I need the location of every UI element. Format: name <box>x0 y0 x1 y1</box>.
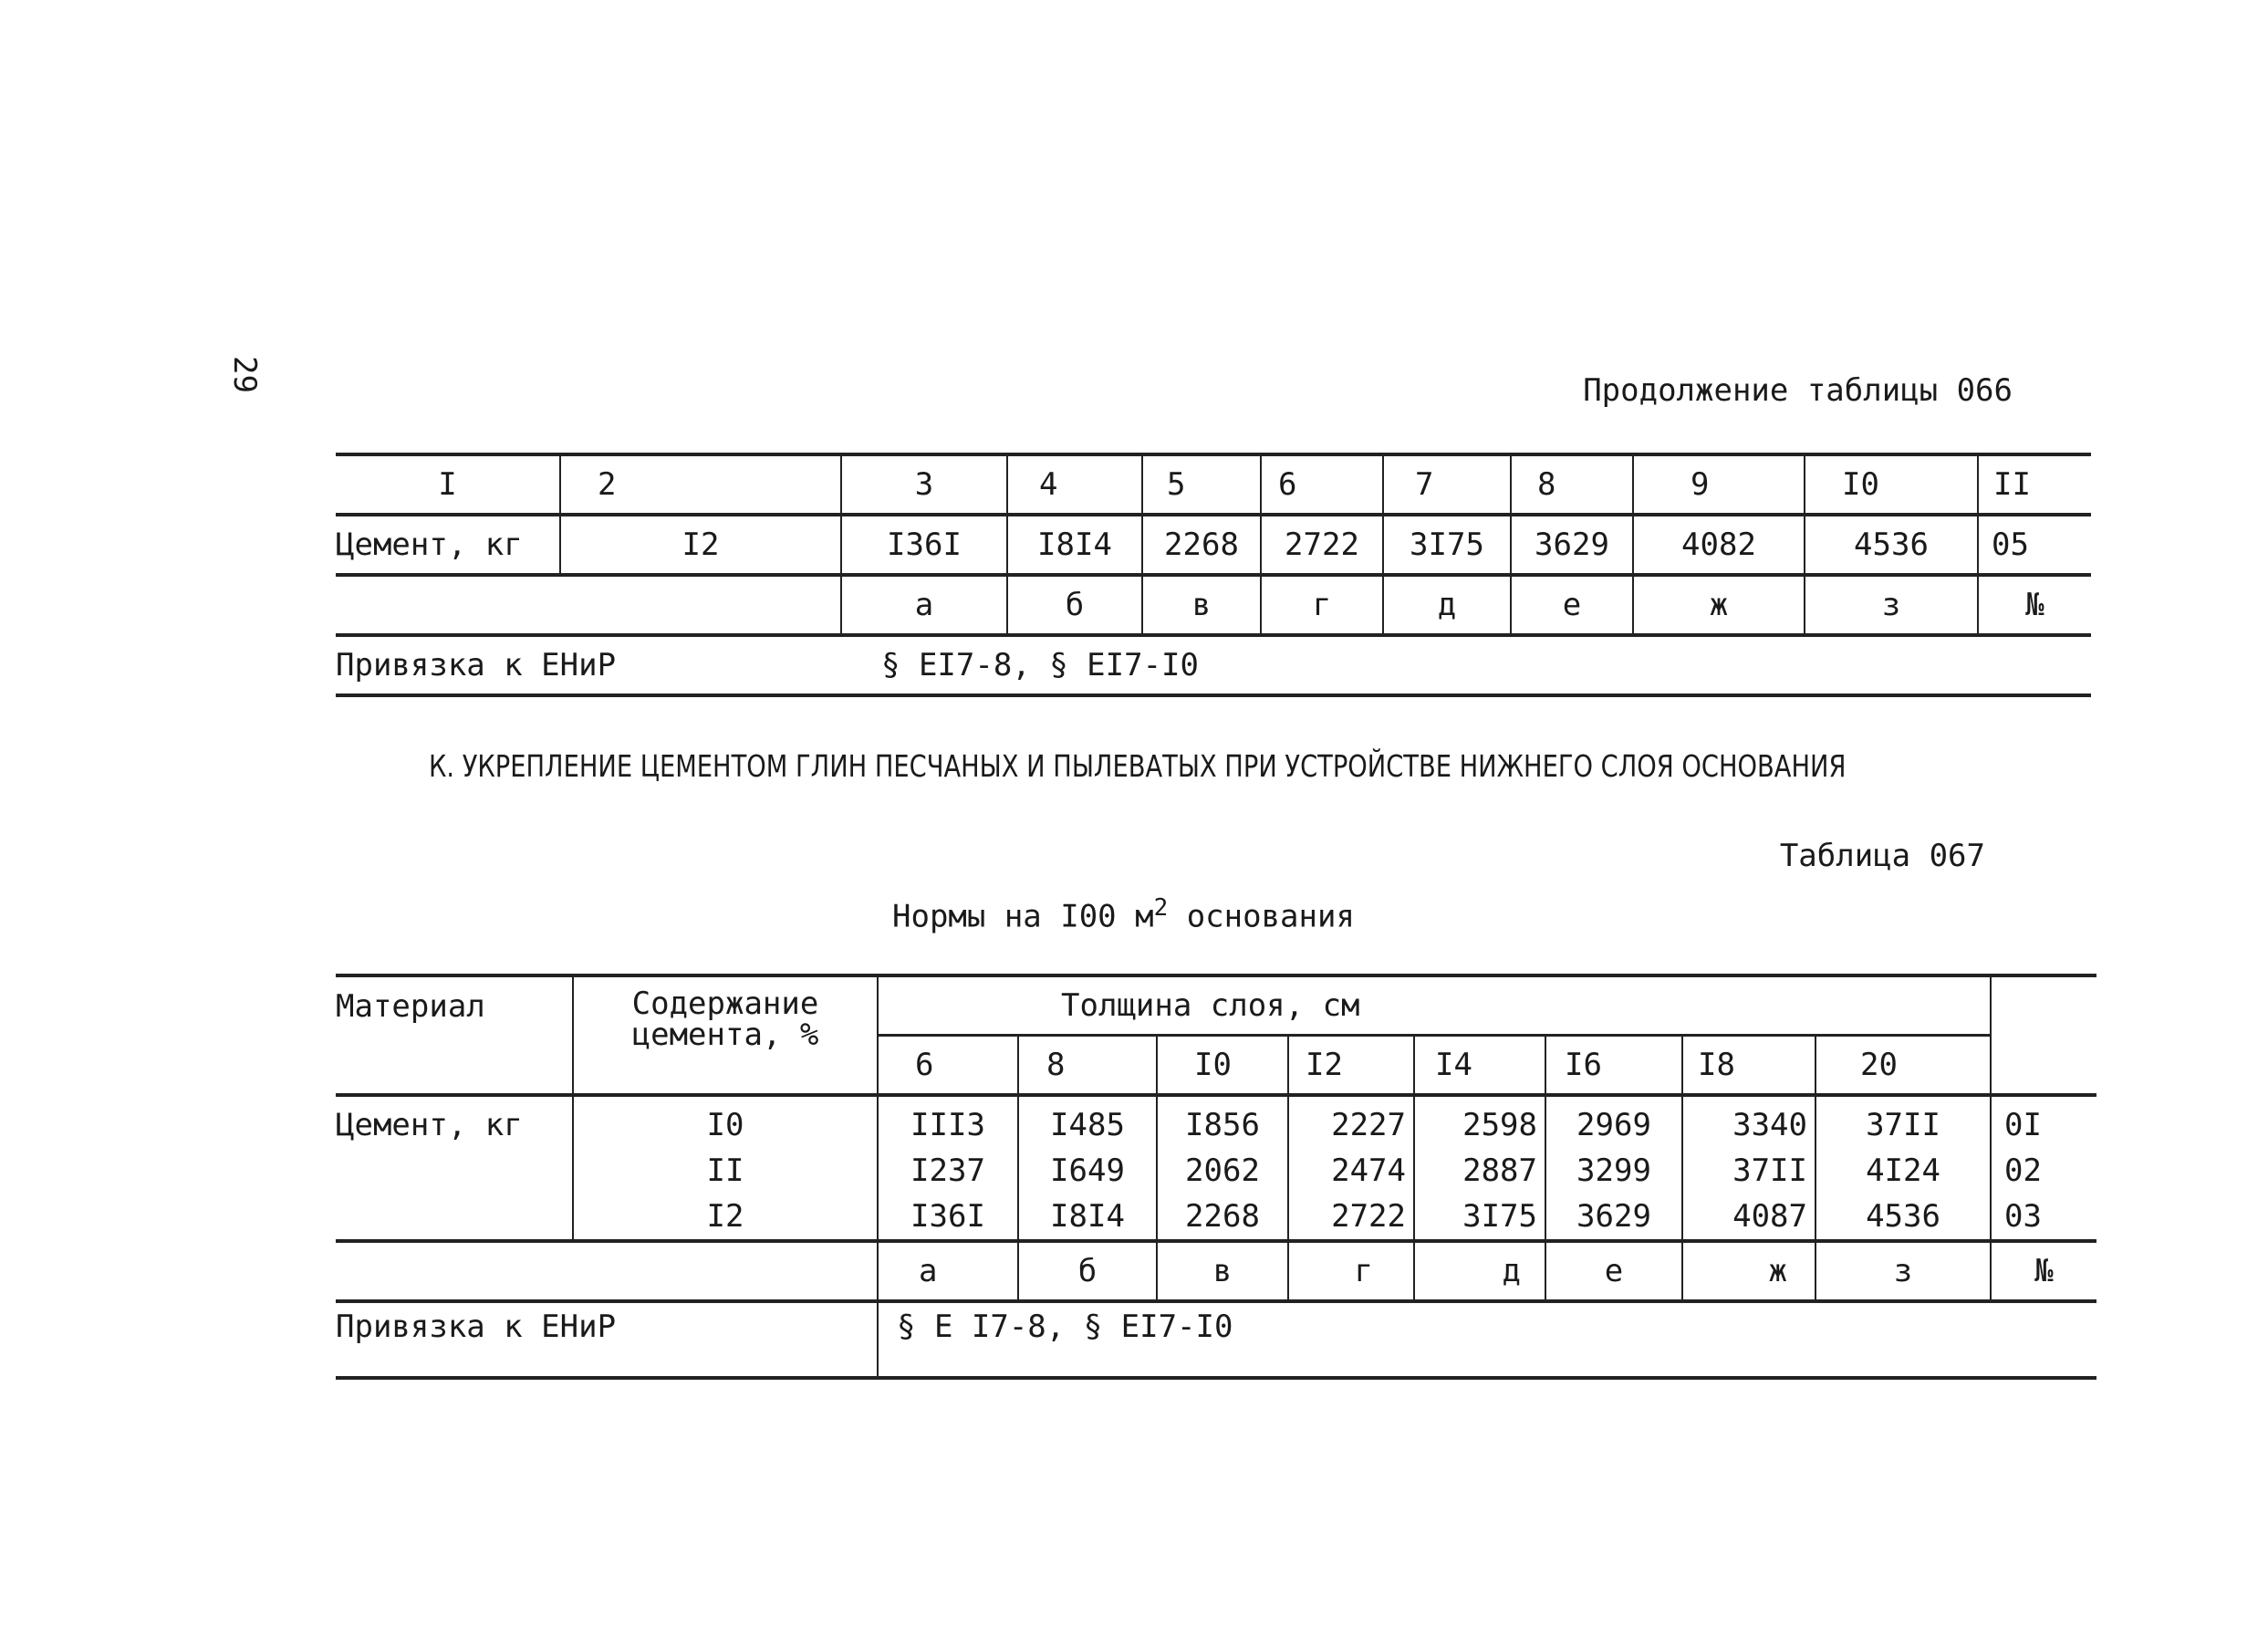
column-letter: д <box>1383 575 1511 635</box>
table-cell: 3299 <box>1576 1152 1651 1189</box>
column-letter: г <box>1261 575 1383 635</box>
column-letter: г <box>1288 1241 1414 1301</box>
thickness-value: 8 <box>1018 1036 1157 1096</box>
link-label: Привязка к ЕНиР <box>336 635 841 695</box>
table-067-cement-rows <box>336 1095 2096 1241</box>
col-header: II <box>1978 454 2091 515</box>
thickness-value: I2 <box>1288 1036 1414 1096</box>
table-cell: III3 <box>910 1107 985 1143</box>
header-content-line2: цемента, % <box>631 1017 819 1053</box>
value-column <box>1157 1095 1288 1241</box>
header-material: Материал <box>336 975 573 1095</box>
empty-cell <box>336 1241 878 1301</box>
content-values <box>573 1095 878 1241</box>
col-header: 9 <box>1633 454 1805 515</box>
thickness-value: 6 <box>878 1036 1018 1096</box>
column-letter: в <box>1142 575 1261 635</box>
col-header: I0 <box>1805 454 1978 515</box>
table-067-link-row <box>336 1301 2096 1378</box>
col-header: 3 <box>841 454 1007 515</box>
header-content <box>573 975 878 1095</box>
table-cell: 2598 <box>1462 1107 1537 1143</box>
header-thickness: Толщина слоя, см <box>878 975 1991 1036</box>
table-cell: 2227 <box>1331 1107 1406 1143</box>
table-066 <box>336 453 2091 697</box>
table-cell: 3340 <box>1732 1107 1807 1143</box>
table-cell: 2722 <box>1331 1198 1406 1235</box>
norms-caption <box>892 894 1355 934</box>
table-cell: 3I75 <box>1462 1198 1537 1235</box>
continuation-title: Продолжение таблицы 066 <box>1583 372 2013 409</box>
code-column <box>1991 1095 2096 1241</box>
number-sign: № <box>1978 575 2091 635</box>
value-column <box>878 1095 1018 1241</box>
column-letter: а <box>841 575 1007 635</box>
table-cell: 4536 <box>1866 1198 1940 1235</box>
table-cell: 2062 <box>1185 1152 1260 1189</box>
empty-cell <box>1991 975 2096 1095</box>
value-column <box>1018 1095 1157 1241</box>
col-header: 7 <box>1383 454 1511 515</box>
column-letter: е <box>1511 575 1633 635</box>
norms-caption-sup: 2 <box>1153 894 1169 922</box>
table-cell: I485 <box>1050 1107 1125 1143</box>
value-column <box>1815 1095 1991 1241</box>
thickness-value: 20 <box>1815 1036 1991 1096</box>
row-label: Цемент, кг <box>336 515 560 575</box>
table-066-header-row <box>336 454 2091 515</box>
column-letter: з <box>1805 575 1978 635</box>
table-cell: 4I24 <box>1866 1152 1940 1189</box>
column-letter: з <box>1815 1241 1991 1301</box>
link-value: § Е I7-8, § ЕI7-I0 <box>878 1301 2096 1378</box>
table-cell: I36I <box>841 515 1007 575</box>
table-cell: 2268 <box>1142 515 1261 575</box>
table-cell: I36I <box>910 1198 985 1235</box>
column-letter: б <box>1007 575 1142 635</box>
row-code: 02 <box>2004 1152 2042 1189</box>
table-cell: I8I4 <box>1050 1198 1125 1235</box>
table-cell: 37II <box>1866 1107 1940 1143</box>
value-column <box>1288 1095 1414 1241</box>
content-value: I0 <box>706 1107 744 1143</box>
table-066-letters-row <box>336 575 2091 635</box>
col-header: 6 <box>1261 454 1383 515</box>
column-letter: ж <box>1633 575 1805 635</box>
thickness-value: I0 <box>1157 1036 1288 1096</box>
table-cell: I8I4 <box>1007 515 1142 575</box>
table-cell: 4536 <box>1805 515 1978 575</box>
col-header: 4 <box>1007 454 1142 515</box>
thickness-value: I6 <box>1545 1036 1682 1096</box>
row-code: 03 <box>2004 1198 2042 1235</box>
table-cell: 3I75 <box>1383 515 1511 575</box>
table-cell: 4087 <box>1732 1198 1807 1235</box>
table-067-letters-row <box>336 1241 2096 1301</box>
col-header: I <box>336 454 560 515</box>
row-code: 0I <box>2004 1107 2042 1143</box>
table-cell: 4082 <box>1633 515 1805 575</box>
col-header: 5 <box>1142 454 1261 515</box>
value-column <box>1545 1095 1682 1241</box>
table-cell: 3629 <box>1511 515 1633 575</box>
column-letter: ж <box>1682 1241 1815 1301</box>
link-label: Привязка к ЕНиР <box>336 1301 878 1378</box>
section-title: К. УКРЕПЛЕНИЕ ЦЕМЕНТОМ ГЛИН ПЕСЧАНЫХ И ПЫЛЕВАТЫХ ПРИ УСТРОЙСТВЕ НИЖНЕГО СЛОЯ ОСНОВАНИЯ <box>429 748 1847 784</box>
value-column <box>1414 1095 1545 1241</box>
content-value: II <box>706 1152 744 1189</box>
col-header: 8 <box>1511 454 1633 515</box>
table-066-link-row <box>336 635 2091 695</box>
empty-cell <box>336 575 841 635</box>
column-letter: д <box>1414 1241 1545 1301</box>
column-letter: в <box>1157 1241 1288 1301</box>
content-value: I2 <box>706 1198 744 1235</box>
table-cell: 2887 <box>1462 1152 1537 1189</box>
table-cell: 2268 <box>1185 1198 1260 1235</box>
table-067 <box>336 974 2096 1380</box>
thickness-value: I8 <box>1682 1036 1815 1096</box>
table-cell: 37II <box>1732 1152 1807 1189</box>
thickness-value: I4 <box>1414 1036 1545 1096</box>
norms-caption-tail: основания <box>1168 898 1355 935</box>
row-code: 05 <box>1978 515 2091 575</box>
table-067-header-row <box>336 975 2096 1036</box>
column-letter: б <box>1018 1241 1157 1301</box>
row-label: Цемент, кг <box>336 1095 573 1241</box>
page-number: 29 <box>226 356 263 393</box>
table-cell: 2474 <box>1331 1152 1406 1189</box>
table-066-cement-row <box>336 515 2091 575</box>
table-cell: 2969 <box>1576 1107 1651 1143</box>
column-letter: е <box>1545 1241 1682 1301</box>
col-header: 2 <box>560 454 841 515</box>
link-value: § ЕI7-8, § ЕI7-I0 <box>841 635 2091 695</box>
column-letter: а <box>878 1241 1018 1301</box>
cement-content: I2 <box>560 515 841 575</box>
table-label: Таблица 067 <box>1779 838 1985 874</box>
header-content-line1: Содержание <box>631 986 819 1022</box>
table-cell: 3629 <box>1576 1198 1651 1235</box>
value-column <box>1682 1095 1815 1241</box>
table-cell: I649 <box>1050 1152 1125 1189</box>
number-sign: № <box>1991 1241 2096 1301</box>
norms-caption-text: Нормы на I00 м <box>892 898 1154 935</box>
table-cell: 2722 <box>1261 515 1383 575</box>
table-cell: I856 <box>1185 1107 1260 1143</box>
table-cell: I237 <box>910 1152 985 1189</box>
